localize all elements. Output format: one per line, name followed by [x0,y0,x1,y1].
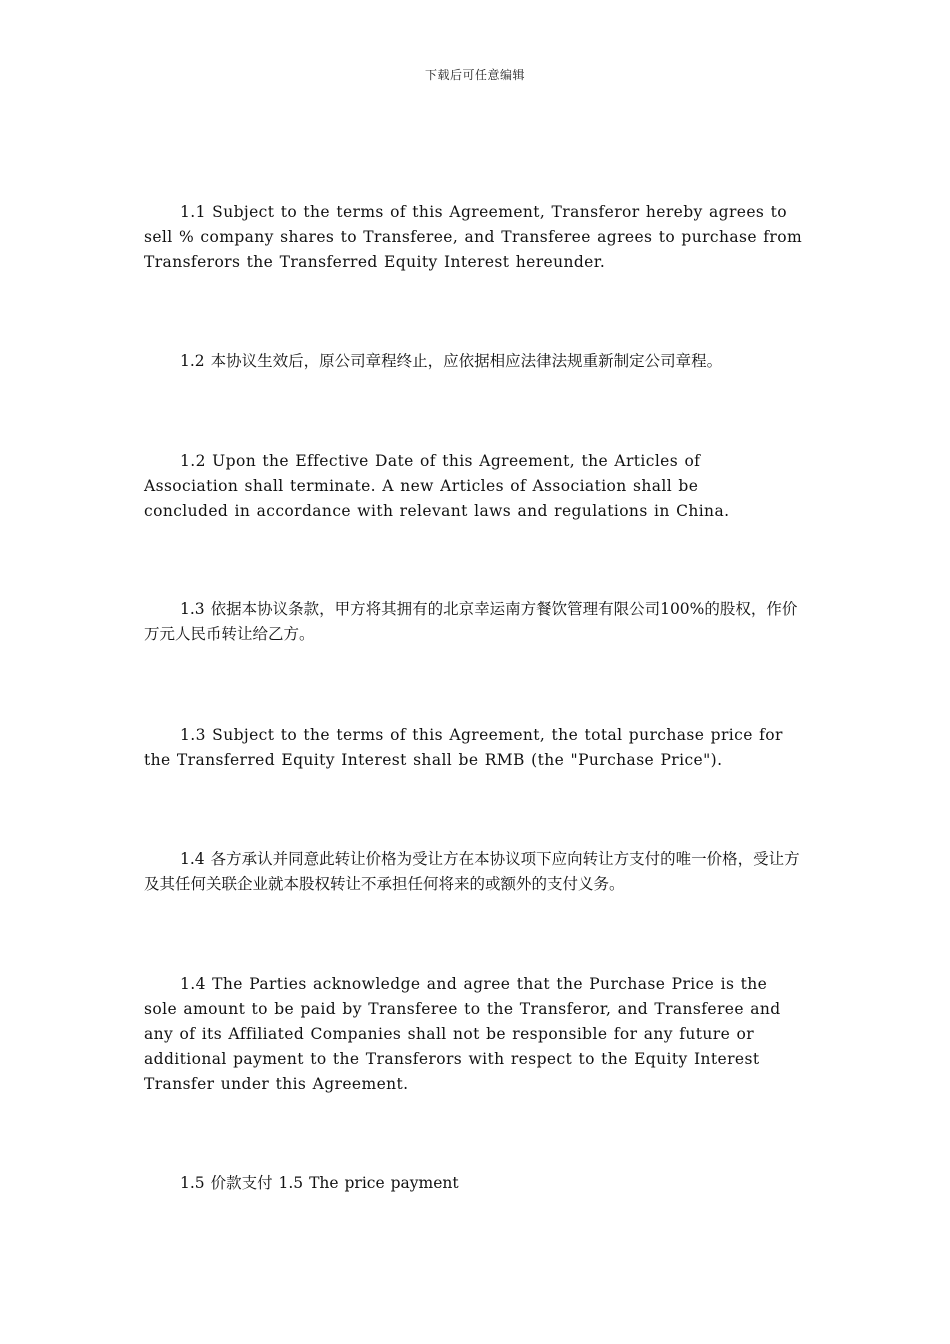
page-header: 下载后可任意编辑 [424,68,525,82]
clause-1-2-en: 1.2 Upon the Effective Date of this Agreement, the Articles of Association shall terminate. A new Articles of Association shall be concluded in accordance with relevant laws and regulations in China. [144,452,730,520]
clause-1-4-en: 1.4 The Parties acknowledge and agree that the Purchase Price is the sole amount to be paid by Transferee to the Transferor, and Transferee and any of its Affiliated Companies shall not be responsible for any future or additional payment to the Transferors with respect to the Equity Interest Transfer under this Agreement. [144,975,781,1093]
clause-1-4-zh: 1.4 各方承认并同意此转让价格为受让方在本协议项下应向转让方支付的唯一价格，受让方及其任何关联企业就本股权转让不承担任何将来的或额外的支付义务。 [144,850,800,893]
clause-1-2-zh: 1.2 本协议生效后，原公司章程终止，应依据相应法律法规重新制定公司章程。 [180,352,723,370]
clause-1-5: 1.5 价款支付 1.5 The price payment [180,1174,459,1192]
clause-1-3-en: 1.3 Subject to the terms of this Agreement, the total purchase price for the Transferred Equity Interest shall be RMB (the "Purchase Price"). [144,726,783,769]
clause-1-3-zh: 1.3 依据本协议条款，甲方将其拥有的北京幸运南方餐饮管理有限公司100%的股权，作价 万元人民币转让给乙方。 [144,600,798,643]
clause-1-1-en: 1.1 Subject to the terms of this Agreement, Transferor hereby agrees to sell % company shares to Transferee, and Transferee agrees to purchase from Transferors the Transferred Equity Interest hereunder. [144,203,803,271]
